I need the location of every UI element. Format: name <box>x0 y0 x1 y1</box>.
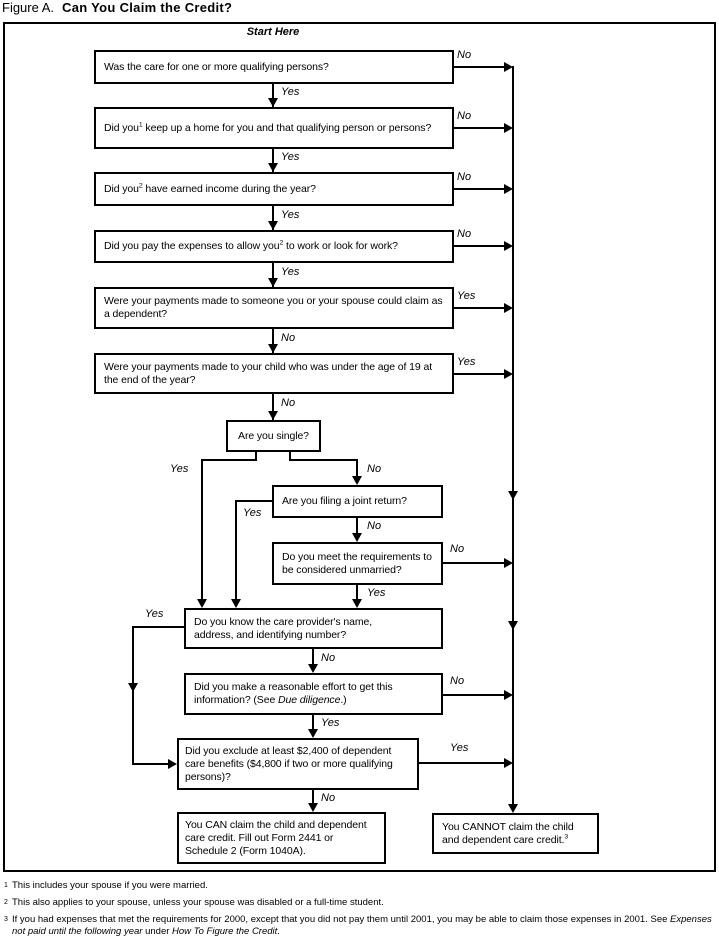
node-text <box>104 122 431 135</box>
node-keep-up-home <box>94 107 454 149</box>
edge-label-no: No <box>457 110 472 122</box>
edge-label-yes: Yes <box>243 507 262 519</box>
arrowhead-down-icon <box>308 664 318 673</box>
arrowhead-down-icon <box>508 804 518 813</box>
edge-provider-no-line <box>312 648 314 664</box>
footnote-text-italic: Expenses not paid until the following year <box>12 914 712 937</box>
arrowhead-down-icon <box>508 621 518 630</box>
arrowhead-down-icon <box>197 599 207 608</box>
node-text: You CAN claim the child and dependent care credit. Fill out Form 2441 or Schedule 2 (Form 1040A). <box>185 818 367 857</box>
arrowhead-down-icon <box>268 163 278 172</box>
node-provider-info <box>184 608 443 649</box>
edge-single-yes-line <box>201 459 203 599</box>
node-payments-to-dependent <box>94 287 454 329</box>
figure-title <box>2 0 232 16</box>
footnote-3 <box>4 914 716 938</box>
edge-label-no: No <box>321 792 336 804</box>
node-text-part: have earned income during the year? <box>142 182 316 195</box>
arrowhead-down-icon <box>508 491 518 500</box>
edge-effort-no-line <box>443 694 504 696</box>
node-text <box>442 821 589 847</box>
footnotes <box>4 875 716 938</box>
edge-joint-yes-line <box>235 500 237 599</box>
arrowhead-down-icon <box>268 278 278 287</box>
node-cannot-claim <box>432 813 599 854</box>
footnote-text <box>12 914 712 937</box>
node-text: Did you exclude at least $2,400 of dependent care benefits ($4,800 if two or more qualifying persons)? <box>185 744 393 783</box>
edge-label-yes: Yes <box>170 463 189 475</box>
edge-q1-no-line <box>453 66 504 68</box>
edge-label-yes: Yes <box>281 151 300 163</box>
edge-exclude-no-line <box>312 790 314 803</box>
node-text-part: keep up a home for you and that qualifying person or persons? <box>142 121 432 134</box>
edge-q6-yes-line <box>453 373 504 375</box>
footnote-number: 3 <box>4 916 8 923</box>
node-are-you-single <box>226 420 321 452</box>
arrowhead-down-icon <box>268 411 278 420</box>
edge-label-yes: Yes <box>281 266 300 278</box>
edge-q5-yes-line <box>453 307 504 309</box>
edge-exclude-yes-line <box>419 762 504 764</box>
arrowhead-down-icon <box>352 476 362 485</box>
node-text-part: You CANNOT claim the child and dependent care credit. <box>442 820 574 846</box>
node-text: Do you know the care provider's name, address, and identifying number? <box>194 615 373 641</box>
edge-label-yes: Yes <box>367 587 386 599</box>
node-text: Do you meet the requirements to be considered unmarried? <box>282 550 432 576</box>
arrowhead-down-icon <box>308 803 318 812</box>
node-text: Are you single? <box>238 429 309 442</box>
node-text-part: .) <box>340 694 347 706</box>
edge-label-yes: Yes <box>281 209 300 221</box>
edge-label-no: No <box>367 520 382 532</box>
footnote-ref: 2 <box>138 182 143 189</box>
edge-label-yes: Yes <box>321 717 340 729</box>
node-pay-expenses <box>94 230 454 263</box>
node-text: Was the care for one or more qualifying persons? <box>104 60 329 73</box>
footnote-text: This includes your spouse if you were married. <box>12 880 208 891</box>
edge-label-no: No <box>321 652 336 664</box>
node-earned-income <box>94 172 454 206</box>
start-here-label: Start Here <box>246 26 300 38</box>
edge-label-no: No <box>457 228 472 240</box>
edge-q2-no-line <box>453 127 504 129</box>
edge-label-no: No <box>450 543 465 555</box>
node-joint-return <box>272 485 443 518</box>
node-payments-to-child <box>94 353 454 394</box>
node-text-part: Did you make a reasonable effort to get this information? (See <box>194 681 393 706</box>
edge-single-yes-line <box>201 459 257 461</box>
arrowhead-down-icon <box>128 683 138 692</box>
edge-label-no: No <box>281 332 296 344</box>
node-text <box>104 240 398 253</box>
node-text: Are you filing a joint return? <box>282 495 407 507</box>
arrowhead-down-icon <box>231 599 241 608</box>
edge-single-no-line <box>289 459 358 461</box>
edge-label-yes: Yes <box>457 290 476 302</box>
footnote-number: 2 <box>4 899 8 906</box>
arrowhead-down-icon <box>268 221 278 230</box>
footnote-ref: 2 <box>279 239 284 247</box>
edge-label-yes: Yes <box>145 608 164 620</box>
footnote-text-part: If you had expenses that met the requirements for 2000, except that you did not pay them until 2001, you may be able to claim those expenses in 2001. See <box>12 914 671 925</box>
footnote-text-part: . <box>277 926 280 937</box>
edge-label-no: No <box>281 397 296 409</box>
edge-single-no-line <box>356 459 358 476</box>
edge-unmarried-no-line <box>443 562 504 564</box>
edge-label-yes: Yes <box>281 86 300 98</box>
figure-title-prefix: Figure A. <box>2 0 55 15</box>
edge-joint-yes-line <box>235 500 273 502</box>
edge-unmarried-yes-line <box>356 584 358 599</box>
edge-label-yes: Yes <box>457 356 476 368</box>
footnote-1 <box>4 880 716 892</box>
node-exclude-benefits <box>177 738 419 790</box>
collector-line <box>512 66 514 804</box>
arrowhead-down-icon <box>308 729 318 738</box>
node-text: Were your payments made to your child who was under the age of 19 at the end of the year? <box>104 360 433 386</box>
node-text-part: Did you <box>104 182 139 195</box>
node-text-part: Did you pay the expenses to allow you <box>104 240 280 252</box>
arrowhead-down-icon <box>268 98 278 107</box>
edge-q4-no-line <box>453 245 504 247</box>
node-reasonable-effort <box>184 673 443 715</box>
footnote-text: This also applies to your spouse, unless your spouse was disabled or a full-time student. <box>12 897 384 908</box>
footnote-number: 1 <box>4 882 8 889</box>
node-qualifying-persons <box>94 50 454 84</box>
node-can-claim <box>177 812 386 864</box>
node-text-part: Did you <box>104 121 139 134</box>
footnote-2 <box>4 897 716 909</box>
edge-label-yes: Yes <box>450 742 469 754</box>
edge-q3-no-line <box>453 188 504 190</box>
edge-provider-yes-line <box>132 626 184 628</box>
arrowhead-right-icon <box>168 759 177 769</box>
edge-label-no: No <box>450 675 465 687</box>
edge-effort-yes-line <box>312 715 314 729</box>
footnote-text-part: under <box>142 926 173 937</box>
arrowhead-down-icon <box>352 599 362 608</box>
arrowhead-down-icon <box>268 344 278 353</box>
node-text-italic: Due diligence <box>278 694 341 706</box>
footnote-ref: 1 <box>138 121 143 128</box>
edge-label-no: No <box>457 49 472 61</box>
footnote-ref: 3 <box>564 833 569 840</box>
edge-label-no: No <box>367 463 382 475</box>
figure-title-main: Can You Claim the Credit? <box>62 0 233 15</box>
arrowhead-down-icon <box>352 533 362 542</box>
edge-joint-no-line <box>356 517 358 533</box>
node-text-part: to work or look for work? <box>283 240 398 252</box>
edge-provider-yes-line <box>132 763 169 765</box>
footnote-text-italic: How To Figure the Credit <box>172 926 278 937</box>
node-text <box>104 183 316 196</box>
edge-label-no: No <box>457 171 472 183</box>
edge-provider-yes-line <box>132 626 134 764</box>
node-considered-unmarried <box>272 542 443 585</box>
node-text: Were your payments made to someone you or your spouse could claim as a dependent? <box>104 295 443 320</box>
node-text <box>194 681 433 707</box>
